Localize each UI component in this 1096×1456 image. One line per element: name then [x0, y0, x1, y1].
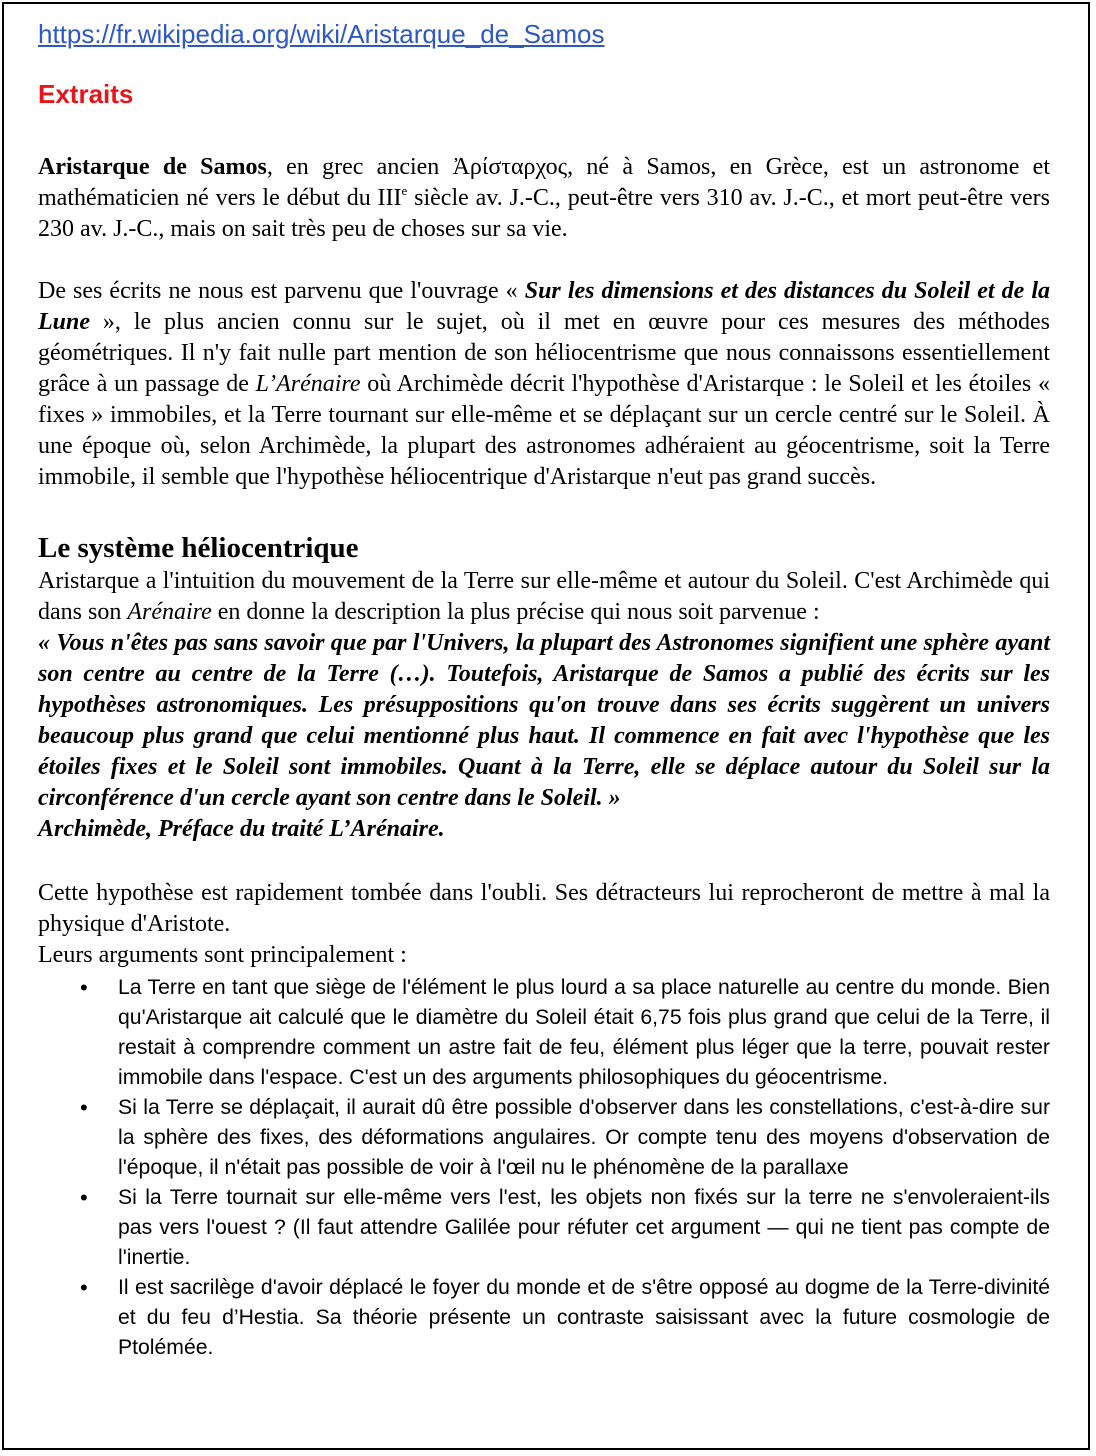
intro-name: Aristarque de Samos: [38, 154, 267, 180]
list-item-text: Si la Terre tournait sur elle-même vers l'est, les objets non fixés sur la terre ne s'envoleraient-ils pas vers l'ouest ? (Il faut attendre Galilée pour réfuter cet argument — qui ne tient pas compte de l'inertie.: [118, 1186, 1050, 1269]
bullet-icon: •: [80, 975, 88, 1000]
intro-text-a: , en grec ancien Ἀρίσταρχος, né à Samos, en Grèce, est un astronome et mathématicien né vers le début du III: [38, 154, 1050, 211]
bullet-icon: •: [80, 1275, 88, 1300]
arguments-lead: Leurs arguments sont principalement :: [38, 942, 407, 968]
list-item: [38, 1273, 1050, 1363]
list-item: [38, 1093, 1050, 1183]
section-text-a: Aristarque a l'intuition du mouvement de la Terre sur elle-même et autour du Soleil. C'est Archimède qui dans son: [38, 568, 1050, 625]
bullet-icon: •: [80, 1185, 88, 1210]
section-text-b: en donne la description la plus précise qui nous soit parvenue :: [211, 599, 820, 625]
list-item-text: La Terre en tant que siège de l'élément le plus lourd a sa place naturelle au centre du monde. Bien qu'Aristarque ait calculé que le diamètre du Soleil était 6,75 fois plus grand que celui de la Terre, il restait à comprendre comment un astre fait de feu, élément plus léger que la terre, pouvait rester immobile dans l'espace. C'est un des arguments philosophiques du géocentrisme.: [118, 976, 1050, 1089]
list-item-text: Si la Terre se déplaçait, il aurait dû être possible d'observer dans les constellations, c'est-à-dire sur la sphère des fixes, des déformations angulaires. Or compte tenu des moyens d'observation de l'époque, il n'était pas possible de voir à l'œil nu le phénomène de la parallaxe: [118, 1096, 1050, 1179]
writings-text-c: où Archimède décrit l'hypothèse d'Aristarque : le Soleil et les étoiles « fixes » immobiles, et la Terre tournant sur elle-même et se déplaçant sur un cercle centré sur le Soleil. À une époque où, selon Archimède, la plupart des astronomes adhéraient au géocentrisme, soit la Terre immobile, il semble que l'hypothèse héliocentrique d'Aristarque n'eut pas grand succès.: [38, 371, 1050, 490]
writings-text-a: De ses écrits ne nous est parvenu que l'ouvrage «: [38, 278, 525, 304]
bullet-icon: •: [80, 1095, 88, 1120]
section-paragraph: [38, 566, 1050, 628]
extraits-heading: Extraits: [38, 79, 134, 109]
document-content: [38, 14, 1050, 1363]
writings-work-title: Sur les dimensions et des distances du Soleil et de la Lune: [38, 278, 1050, 335]
arguments-list: [38, 973, 1050, 1363]
writings-paragraph: [38, 276, 1050, 493]
list-item: [38, 973, 1050, 1093]
quote-attribution: Archimède, Préface du traité L’Arénaire.: [38, 816, 445, 842]
intro-paragraph: [38, 152, 1050, 245]
writings-text-b: », le plus ancien connu sur le sujet, où il met en œuvre pour ces mesures des méthodes géométriques. Il n'y fait nulle part mention de son héliocentrisme que nous connaissons essentiellement grâce à un passage de: [38, 309, 1050, 397]
section-title: Le système héliocentrique: [38, 532, 359, 564]
archimede-quote: « Vous n'êtes pas sans savoir que par l'Univers, la plupart des Astronomes signifient une sphère ayant son centre au centre de la Terre (…). Toutefois, Aristarque de Samos a publié des écrits sur les hypothèses astronomiques. Les présuppositions qu'on trouve dans ses écrits suggèrent un univers beaucoup plus grand que celui mentionné plus haut. Il commence en fait avec l'hypothèse que les étoiles fixes et le Soleil sont immobiles. Quant à la Terre, elle se déplace autour du Soleil sur la circonférence d'un cercle ayant son centre dans le Soleil. »: [38, 630, 1050, 811]
section-arenaire: Arénaire: [127, 599, 212, 625]
wikipedia-link[interactable]: https://fr.wikipedia.org/wiki/Aristarque_de_Samos: [38, 19, 605, 49]
intro-sup: e: [401, 183, 408, 198]
list-item-text: Il est sacrilège d'avoir déplacé le foyer du monde et de s'être opposé au dogme de la Terre-divinité et du feu d’Hestia. Sa théorie présente un contraste saisissant avec la future cosmologie de Ptolémée.: [118, 1276, 1050, 1359]
conclusion-paragraph: Cette hypothèse est rapidement tombée dans l'oubli. Ses détracteurs lui reprocheront de mettre à mal la physique d'Aristote.: [38, 880, 1050, 937]
list-item: [38, 1183, 1050, 1273]
intro-text-b: siècle av. J.-C., peut-être vers 310 av. J.-C., et mort peut-être vers 230 av. J.-C., mais on sait très peu de choses sur sa vie.: [38, 185, 1050, 242]
writings-arenaire: L’Arénaire: [255, 371, 361, 397]
